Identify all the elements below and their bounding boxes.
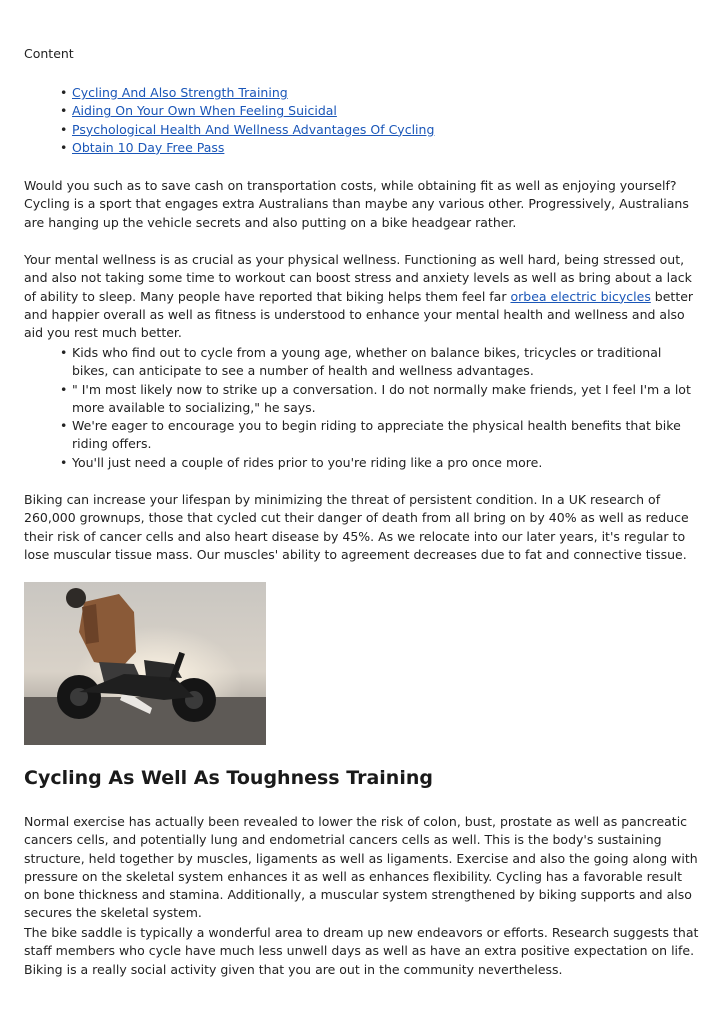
section-heading: Cycling As Well As Toughness Training (24, 767, 433, 789)
list-item: • You'll just need a couple of rides prior to you're riding like a pro once more. (60, 454, 700, 472)
list-item: • Kids who find out to cycle from a young age, whether on balance bikes, tricycles or traditional bikes, can anticipate to see a number of health and wellness advantages. (60, 344, 700, 381)
toc-item (60, 102, 434, 120)
paragraph-mental-wellness (24, 251, 700, 342)
toc-item (60, 121, 434, 139)
benefits-list (60, 344, 700, 472)
orbea-electric-bicycles-link[interactable]: orbea electric bicycles (510, 288, 651, 304)
table-of-contents (60, 84, 434, 157)
list-item: • We're eager to encourage you to begin riding to appreciate the physical health benefits that bike riding offers. (60, 417, 700, 454)
toc-item (60, 84, 434, 102)
paragraph-cancer-risk (24, 813, 700, 923)
toc-item (60, 139, 434, 157)
paragraph-bike-saddle (24, 924, 700, 979)
paragraph-text: Would you such as to save cash on transportation costs, while obtaining fit as well as enjoying yourself? Cycling is a sport that engages extra Australians than maybe any various other. Progressively, Australians are hanging up the vehicle secrets and also putting on a bike headgear rather. (24, 178, 689, 230)
paragraph-text: The bike saddle is typically a wonderful area to dream up new endeavors or efforts. Research suggests that staff members who cycle have much less unwell days as well as have an extra positive expectation on life. Biking is a really social activity given that you are out in the community nevertheless. (24, 925, 699, 977)
paragraph-transport (24, 177, 700, 232)
toc-link-psych-health[interactable]: Psychological Health And Wellness Advantages Of Cycling (72, 121, 435, 137)
paragraph-text (24, 251, 700, 342)
paragraph-text-end: better and happier overall as well as fitness is understood to enhance your mental health and wellness and also aid you rest much better. (24, 288, 694, 341)
paragraph-lifespan (24, 491, 700, 564)
toc-link-free-pass[interactable]: Obtain 10 Day Free Pass (72, 139, 225, 155)
toc-heading: Content (24, 46, 74, 61)
toc-link-cycling-strength[interactable]: Cycling And Also Strength Training (72, 85, 288, 100)
toc-link-aiding-suicidal[interactable]: Aiding On Your Own When Feeling Suicidal (72, 103, 337, 119)
cyclist-photo (24, 582, 266, 745)
paragraph-text: Biking can increase your lifespan by minimizing the threat of persistent condition. In a UK research of 260,000 grownups, those that cycled cut their danger of death from all bring on by 40% as well as reduce their risk of cancer cells and also heart disease by 45%. As we relocate into our later years, it's regular to lose muscular tissue mass. Our muscles' ability to agreement decreases due to fat and connective tissue. (24, 492, 689, 562)
paragraph-text: Normal exercise has actually been revealed to lower the risk of colon, bust, prostate as well as pancreatic cancers cells, and potentially lung and endometrial cancers cells as well. This is the body's sustaining structure, held together by muscles, ligaments as well as ligaments. Exercise and also the going along with pressure on the skeletal system enhances it as well as enhances flexibility. Cycling has a favorable result on bone thickness and stamina. Additionally, a muscular system strengthened by biking supports and also secures the skeletal system. (24, 814, 698, 921)
list-item: • " I'm most likely now to strike up a conversation. I do not normally make friends, yet I feel I'm a lot more available to socializing," he says. (60, 381, 700, 418)
paragraph-text-start: Your mental wellness is as crucial as your physical wellness. Functioning as well hard, being stressed out, and also not taking some time to workout can boost stress and anxiety levels as well as bring about a lack of ability to sleep. Many people have reported that biking helps them feel far (24, 252, 692, 304)
